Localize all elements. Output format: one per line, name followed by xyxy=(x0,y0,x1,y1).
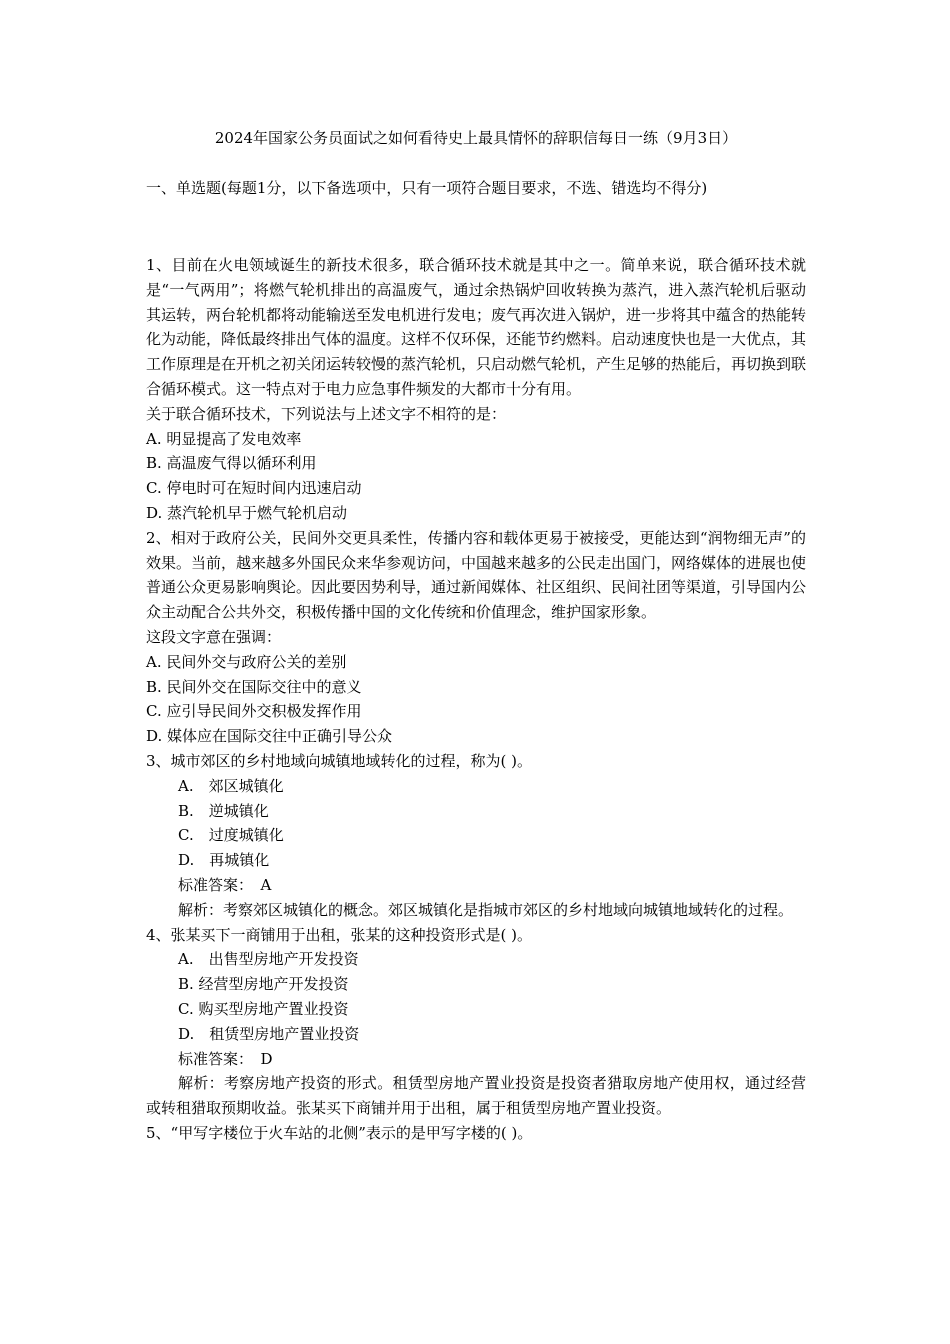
question-3-option-c: C. 过度城镇化 xyxy=(178,826,284,845)
question-3-stem: 3、城市郊区的乡村地域向城镇地域转化的过程，称为( )。 xyxy=(146,751,533,770)
question-1-option-d: D. 蒸汽轮机早于燃气轮机启动 xyxy=(146,503,348,522)
question-3-option-a: A. 郊区城镇化 xyxy=(178,776,284,795)
question-2-option-d: D. 媒体应在国际交往中正确引导公众 xyxy=(146,727,393,746)
question-1-stem: 1、目前在火电领域诞生的新技术很多，联合循环技术就是其中之一。简单来说，联合循环技术就是“一气两用”；将燃气轮机排出的高温废气，通过余热锅炉回收转换为蒸汽，进入蒸汽轮机后驱动其运转，两台轮机都将动能输送至发电机进行发电；废气再次进入锅炉，进一步将其中蕴含的热能转化为动能，降低最终排出气体的温度。这样不仅环保，还能节约燃料。启动速度快也是一大优点，其工作原理是在开机之初关闭运转较慢的蒸汽轮机，只启动燃气轮机，产生足够的热能后，再切换到联合循环模式。这一特点对于电力应急事件频发的大都市十分有用。 xyxy=(146,256,807,398)
document-title: 2024年国家公务员面试之如何看待史上最具情怀的辞职信每日一练（9月3日） xyxy=(214,129,738,147)
question-4-explanation: 解析：考察房地产投资的形式。租赁型房地产置业投资是投资者猎取房地产使用权，通过经营或转租猎取预期收益。张某买下商铺并用于出租，属于租赁型房地产置业投资。 xyxy=(146,1074,806,1118)
document-body xyxy=(146,253,806,1146)
section-heading: 一、单选题(每题1分，以下备选项中，只有一项符合题目要求，不选、错选均不得分) xyxy=(146,179,708,197)
question-3-option-b: B. 逆城镇化 xyxy=(178,801,269,820)
question-2-stem: 2、相对于政府公关，民间外交更具柔性，传播内容和载体更易于被接受，更能达到“润物细无声”的效果。当前，越来越多外国民众来华参观访问，中国越来越多的公民走出国门，网络媒体的进展也使普通公众更易影响舆论。因此要因势利导，通过新闻媒体、社区组织、民间社团等渠道，引导国内公众主动配合公共外交，积极传播中国的文化传统和价值理念，维护国家形象。 xyxy=(146,528,807,622)
question-4-option-b: B. 经营型房地产开发投资 xyxy=(178,975,349,994)
question-2-prompt: 这段文字意在强调： xyxy=(146,627,282,646)
question-4-option-a: A. 出售型房地产开发投资 xyxy=(178,950,359,969)
question-1-prompt: 关于联合循环技术，下列说法与上述文字不相符的是： xyxy=(146,404,507,423)
question-3-option-d: D. 再城镇化 xyxy=(178,851,270,870)
question-1-option-c: C. 停电时可在短时间内迅速启动 xyxy=(146,479,362,498)
question-1-option-b: B. 高温废气得以循环利用 xyxy=(146,454,317,473)
question-2-option-b: B. 民间外交在国际交往中的意义 xyxy=(146,677,362,696)
question-4-option-d: D. 租赁型房地产置业投资 xyxy=(178,1024,360,1043)
question-5-stem: 5、“甲写字楼位于火车站的北侧”表示的是甲写字楼的( )。 xyxy=(146,1123,533,1142)
question-2-option-a: A. 民间外交与政府公关的差别 xyxy=(146,652,347,671)
question-4-stem: 4、张某买下一商铺用于出租，张某的这种投资形式是( )。 xyxy=(146,925,533,944)
question-4-answer: 标准答案： D xyxy=(178,1049,273,1068)
question-1-option-a: A. 明显提高了发电效率 xyxy=(146,429,302,448)
question-3-answer: 标准答案： A xyxy=(178,875,272,894)
question-4-option-c: C. 购买型房地产置业投资 xyxy=(178,999,349,1018)
question-3-explanation: 解析：考察郊区城镇化的概念。郊区城镇化是指城市郊区的乡村地域向城镇地域转化的过程。 xyxy=(178,900,794,919)
question-2-option-c: C. 应引导民间外交积极发挥作用 xyxy=(146,702,362,721)
